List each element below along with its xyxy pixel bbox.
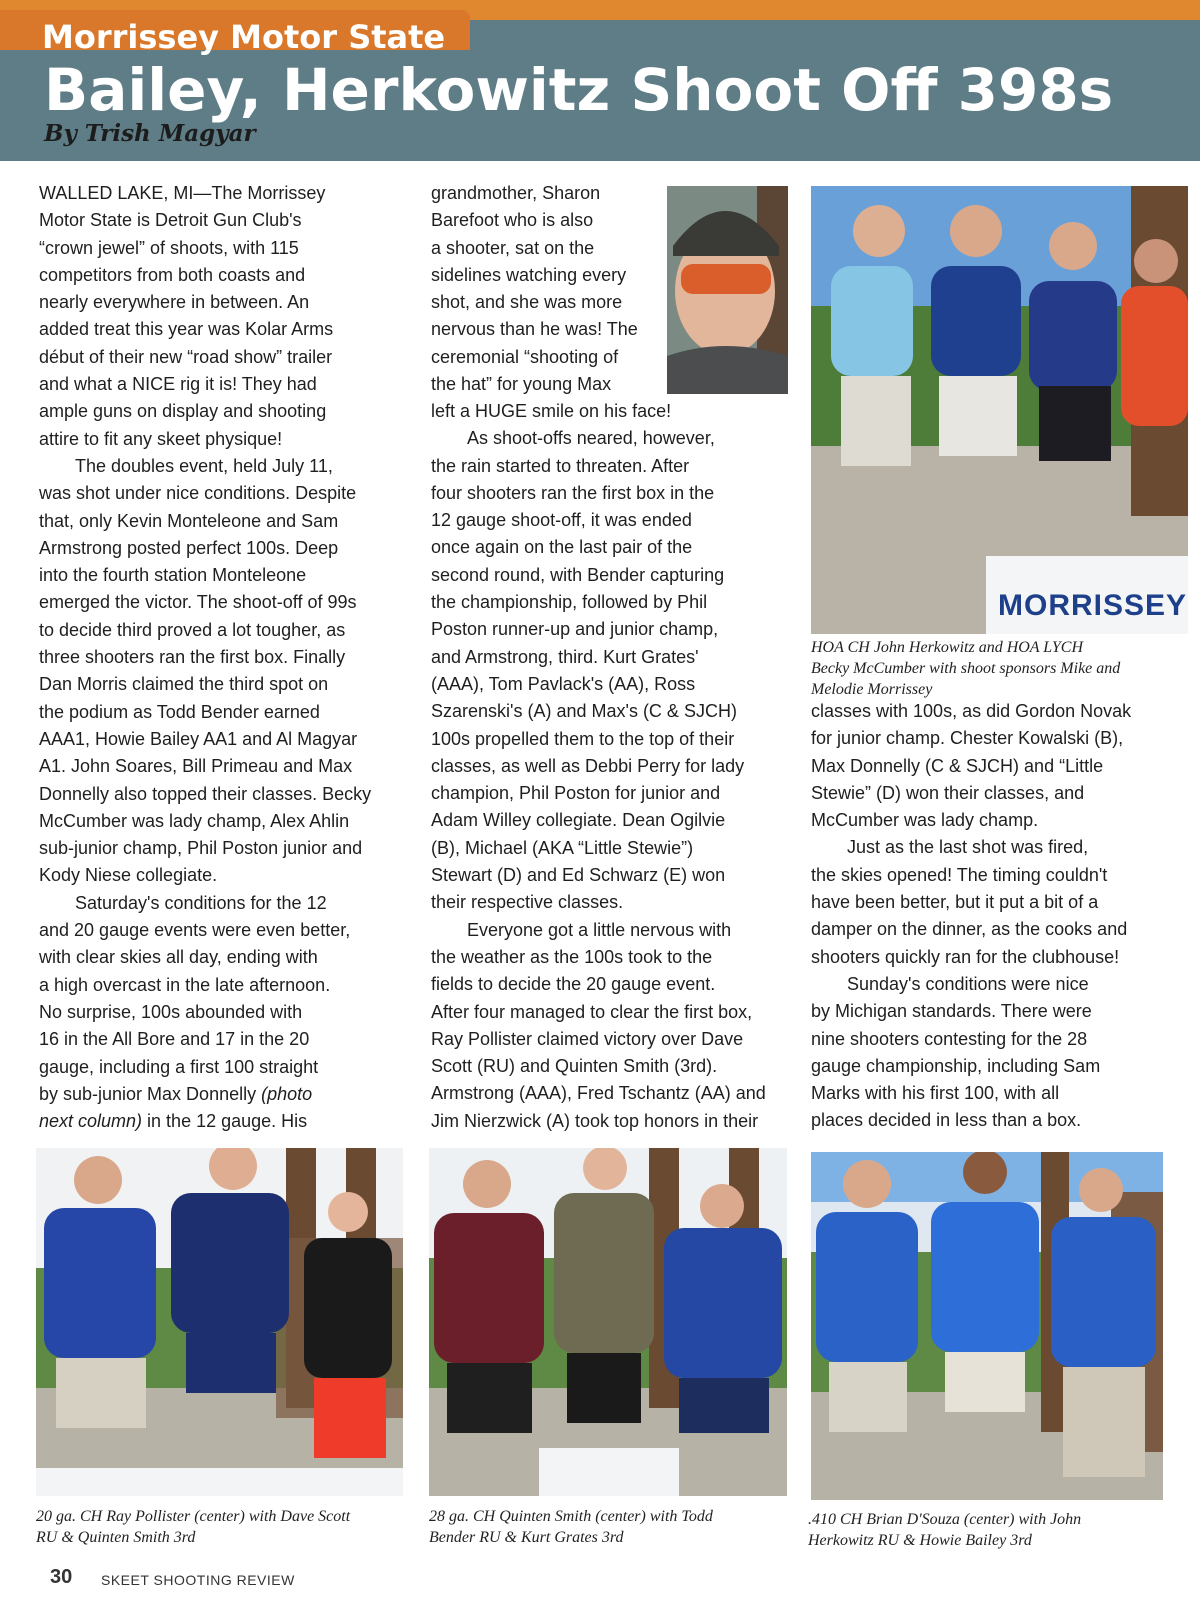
caption-hoa [811, 637, 1191, 700]
text-line: have been better, but it put a bit of a [811, 892, 1099, 913]
photo-28ga-winners [429, 1148, 787, 1496]
text-line: 100s propelled them to the top of their [431, 728, 735, 749]
text-line: Poston runner-up and junior champ, [431, 619, 719, 640]
text-line: the skies opened! The timing couldn't [811, 864, 1108, 885]
text-line: grandmother, Sharon [431, 183, 601, 203]
kicker-text: Morrissey Motor State [42, 18, 446, 56]
text-line: The doubles event, held July 11, [75, 455, 333, 476]
text-line: Stewart (D) and Ed Schwarz (E) won [431, 865, 726, 886]
text-line: Everyone got a little nervous with [467, 919, 732, 940]
text-line: damper on the dinner, as the cooks and [811, 919, 1128, 940]
text-line: Dan Morris claimed the third spot on [39, 674, 329, 695]
text-line: McCumber was lady champ, Alex Ahlin [39, 810, 350, 831]
text-line: four shooters ran the first box in the [431, 482, 715, 503]
caption-line: 28 ga. CH Quinten Smith (center) with Todd [429, 1508, 713, 1525]
caption-line: Herkowitz RU & Howie Bailey 3rd [808, 1532, 1032, 1549]
text-line: and 20 gauge events were even better, [39, 920, 351, 941]
sponsor-banner: MORRISSEY [998, 589, 1188, 622]
text-line: for junior champ. Chester Kowalski (B), [811, 728, 1124, 749]
caption-line: Bender RU & Kurt Grates 3rd [429, 1529, 624, 1546]
text-line: No surprise, 100s abounded with [39, 1001, 303, 1022]
text-line: Adam Willey collegiate. Dean Ogilvie [431, 810, 726, 831]
text-line: Jim Nierzwick (A) took top honors in their [431, 1110, 759, 1131]
text-line: nine shooters contesting for the 28 [811, 1028, 1088, 1049]
caption-line: 20 ga. CH Ray Pollister (center) with Dave Scott [36, 1508, 351, 1525]
text-line: gauge, including a first 100 straight [39, 1056, 319, 1077]
text-line: second round, with Bender capturing [431, 564, 725, 585]
kicker-tab [0, 10, 470, 56]
text-line: once again on the last pair of the [431, 537, 693, 558]
text-line: début of their new “road show” trailer [39, 346, 333, 367]
article-headline: Bailey, Herkowitz Shoot Off 398s [44, 56, 1114, 124]
text-line: 12 gauge shoot-off, it was ended [431, 510, 692, 531]
caption-line: Becky McCumber with shoot sponsors Mike and [811, 660, 1121, 677]
text-line: a high overcast in the late afternoon. [39, 974, 331, 995]
text-line: McCumber was lady champ. [811, 810, 1039, 831]
text-line: (AAA), Tom Pavlack's (AA), Ross [431, 673, 696, 694]
text-line: to decide third proved a lot tougher, as [39, 619, 346, 640]
text-line: champion, Phil Poston for junior and [431, 783, 721, 804]
photo-illustration [667, 186, 788, 394]
text-line: A1. John Soares, Bill Primeau and Max [39, 756, 353, 777]
text-line [39, 1081, 409, 1108]
text-line: AAA1, Howie Bailey AA1 and Al Magyar [39, 728, 358, 749]
photo-illustration [811, 186, 1188, 634]
text-line: that, only Kevin Monteleone and Sam [39, 510, 339, 531]
text-line: Kody Niese collegiate. [39, 865, 218, 886]
caption-line: Melodie Morrissey [811, 681, 933, 698]
page-number: 30 [50, 1566, 73, 1588]
text-line: shot, and she was more [431, 292, 623, 313]
text-line: added treat this year was Kolar Arms [39, 319, 334, 340]
text-line [39, 1108, 409, 1135]
text-line: by Michigan standards. There were [811, 1001, 1092, 1022]
text-line: Sunday's conditions were nice [847, 973, 1089, 994]
text-line: sidelines watching every [431, 264, 627, 285]
text-line: classes, as well as Debbi Perry for lady [431, 755, 745, 776]
text-line: Armstrong posted perfect 100s. Deep [39, 537, 339, 558]
text-line: emerged the victor. The shoot-off of 99s [39, 592, 357, 613]
text-line: Max Donnelly (C & SJCH) and “Little [811, 755, 1104, 776]
photo-max-donnelly [667, 186, 788, 394]
text-line: WALLED LAKE, MI—The Morrissey [39, 183, 326, 203]
photo-illustration [36, 1148, 403, 1496]
text-line: into the fourth station Monteleone [39, 565, 307, 586]
italic-note: next column) [39, 1111, 143, 1132]
photo-410-winners [811, 1152, 1163, 1500]
text-line: the rain started to threaten. After [431, 455, 690, 476]
text-line: the podium as Todd Bender earned [39, 701, 320, 722]
text-line: nervous than he was! The [431, 319, 638, 340]
caption-line: .410 CH Brian D'Souza (center) with John [808, 1511, 1082, 1528]
text-line: fields to decide the 20 gauge event. [431, 974, 716, 995]
text-line: As shoot-offs neared, however, [467, 428, 715, 449]
text-line: the hat” for young Max [431, 374, 612, 395]
text-line: their respective classes. [431, 892, 624, 913]
column-1 [39, 180, 409, 1135]
caption-28ga [429, 1506, 799, 1548]
text-span: in the 12 gauge. His [142, 1111, 308, 1132]
text-line: left a HUGE smile on his face! [431, 401, 672, 421]
text-line: Just as the last shot was fired, [847, 837, 1089, 858]
text-line: and what a NICE rig it is! They had [39, 374, 317, 395]
column-3 [811, 698, 1171, 1135]
text-line: Scott (RU) and Quinten Smith (3rd). [431, 1056, 718, 1077]
caption-410 [808, 1509, 1188, 1551]
text-line: ceremonial “shooting of [431, 346, 619, 367]
text-line: shooters quickly ran for the clubhouse! [811, 946, 1120, 967]
text-line: sub-junior champ, Phil Poston junior and [39, 838, 363, 859]
italic-note: (photo [261, 1083, 313, 1104]
text-line: (B), Michael (AKA “Little Stewie”) [431, 837, 694, 858]
text-line: and Armstrong, third. Kurt Grates' [431, 646, 699, 667]
caption-line: HOA CH John Herkowitz and HOA LYCH [811, 639, 1083, 656]
text-line: “crown jewel” of shoots, with 115 [39, 237, 299, 258]
text-line: was shot under nice conditions. Despite [39, 483, 357, 504]
text-line: three shooters ran the first box. Finally [39, 647, 346, 668]
caption-line: RU & Quinten Smith 3rd [36, 1529, 196, 1546]
text-line: Motor State is Detroit Gun Club's [39, 210, 302, 231]
magazine-name: SKEET SHOOTING REVIEW [101, 1572, 295, 1588]
text-line: Ray Pollister claimed victory over Dave [431, 1028, 744, 1049]
text-line: Marks with his first 100, with all [811, 1083, 1060, 1104]
text-line: nearly everywhere in between. An [39, 292, 310, 313]
text-line: Saturday's conditions for the 12 [75, 892, 327, 913]
caption-20ga [36, 1506, 416, 1548]
text-line: attire to fit any skeet physique! [39, 428, 283, 449]
photo-20ga-winners [36, 1148, 403, 1496]
photo-hoa-winners [811, 186, 1188, 634]
text-line: the weather as the 100s took to the [431, 946, 713, 967]
photo-illustration [429, 1148, 787, 1496]
text-line: competitors from both coasts and [39, 264, 306, 285]
column-2-top [431, 180, 661, 398]
text-line: Armstrong (AAA), Fred Tschantz (AA) and [431, 1083, 766, 1104]
text-span: by sub-junior Max Donnelly [39, 1083, 257, 1104]
text-line: gauge championship, including Sam [811, 1055, 1101, 1076]
photo-illustration [811, 1152, 1163, 1500]
header-banner [0, 0, 1200, 161]
text-line: Donnelly also topped their classes. Becky [39, 783, 372, 804]
text-line: Szarenski's (A) and Max's (C & SJCH) [431, 701, 737, 722]
text-line: a shooter, sat on the [431, 237, 595, 258]
column-2 [431, 398, 791, 1135]
text-line: ample guns on display and shooting [39, 401, 327, 422]
byline: By Trish Magyar [44, 120, 256, 147]
text-line: Barefoot who is also [431, 210, 594, 231]
text-line: classes with 100s, as did Gordon Novak [811, 701, 1132, 721]
text-line: with clear skies all day, ending with [39, 947, 318, 968]
text-line: Stewie” (D) won their classes, and [811, 782, 1085, 803]
text-line: the championship, followed by Phil [431, 592, 708, 613]
text-line: After four managed to clear the first box, [431, 1001, 753, 1022]
text-line: places decided in less than a box. [811, 1110, 1082, 1131]
text-line: 16 in the All Bore and 17 in the 20 [39, 1029, 310, 1050]
